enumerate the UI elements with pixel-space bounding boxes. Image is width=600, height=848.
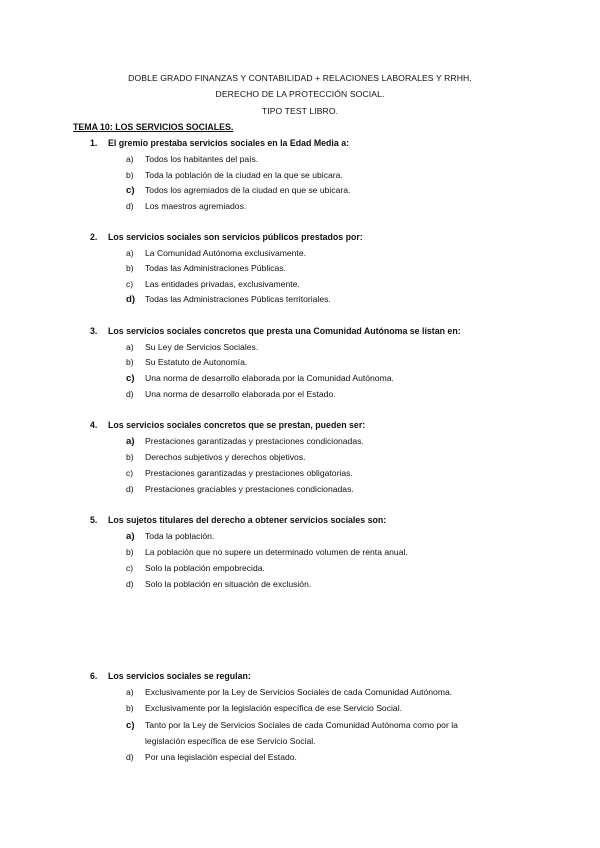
option-letter: d) (126, 752, 134, 762)
option-text: Exclusivamente por la Ley de Servicios Sociales de cada Comunidad Autónoma. (145, 687, 453, 697)
option-text: La población que no supere un determinado volumen de renta anual. (145, 547, 408, 557)
option-text: Todos los agremiados de la ciudad en que se ubicara. (145, 185, 351, 195)
option-4b (126, 452, 306, 462)
option-letter: a) (126, 248, 134, 258)
question-number: 6. (90, 671, 98, 681)
option-text: Todas las Administraciones Públicas. (145, 263, 286, 273)
option-letter: c) (126, 720, 135, 731)
option-letter: b) (126, 703, 134, 713)
question-text: Los sujetos titulares del derecho a obtener servicios sociales son: (108, 515, 387, 525)
question-text: Los servicios sociales se regulan: (108, 671, 251, 681)
option-text: Tanto por la Ley de Servicios Sociales de cada Comunidad Autónoma como por la (145, 720, 458, 730)
option-text: La Comunidad Autónoma exclusivamente. (145, 248, 306, 258)
option-text: Toda la población. (145, 531, 215, 541)
topic-title: TEMA 10: LOS SERVICIOS SOCIALES. (73, 122, 234, 132)
option-text: Solo la población empobrecida. (145, 563, 265, 573)
option-text: Solo la población en situación de exclusión. (145, 579, 312, 589)
question-6 (90, 671, 251, 681)
option-6c-continuation: legislación específica de ese Servicio Social. (145, 736, 316, 746)
option-1b (126, 170, 343, 180)
option-text: Su Ley de Servicios Sociales. (145, 342, 259, 352)
option-letter: d) (126, 201, 134, 211)
option-text: Por una legislación especial del Estado. (145, 752, 297, 762)
question-number: 3. (90, 326, 98, 336)
question-text: El gremio prestaba servicios sociales en la Edad Media a: (108, 138, 350, 148)
option-2b (126, 263, 286, 273)
option-1c (126, 185, 350, 196)
option-letter: b) (126, 452, 134, 462)
option-2d (126, 294, 331, 305)
option-1a (126, 154, 258, 164)
option-2a (126, 248, 306, 258)
option-6d (126, 752, 297, 762)
header-line-2: DERECHO DE LA PROTECCIÓN SOCIAL. (215, 89, 385, 99)
header-line-1: DOBLE GRADO FINANZAS Y CONTABILIDAD + RELACIONES LABORALES Y RRHH. (128, 73, 472, 83)
question-text: Los servicios sociales son servicios públicos prestados por: (108, 232, 363, 242)
option-5b (126, 547, 408, 557)
option-letter: a) (126, 687, 134, 697)
option-text: Una norma de desarrollo elaborada por el Estado. (145, 389, 336, 399)
option-3d (126, 389, 336, 399)
question-number: 1. (90, 138, 98, 148)
option-text: Todos los habitantes del país. (145, 154, 259, 164)
question-text: Los servicios sociales concretos que presta una Comunidad Autónoma se listan en: (108, 326, 461, 336)
option-5a (126, 531, 214, 542)
option-text: Su Estatuto de Autonomía. (145, 357, 248, 367)
option-letter: b) (126, 170, 134, 180)
option-letter: c) (126, 468, 134, 478)
option-letter: b) (126, 357, 134, 367)
option-5c (126, 563, 265, 573)
option-1d (126, 201, 246, 211)
option-4c (126, 468, 353, 478)
option-4d (126, 484, 354, 494)
option-letter: d) (126, 484, 134, 494)
question-2 (90, 232, 363, 242)
option-letter: a) (126, 436, 135, 447)
option-6b (126, 703, 402, 713)
option-letter: a) (126, 154, 134, 164)
question-number: 5. (90, 515, 98, 525)
option-letter: c) (126, 279, 134, 289)
question-number: 2. (90, 232, 98, 242)
option-letter: d) (126, 389, 134, 399)
question-1 (90, 138, 349, 148)
option-5d (126, 579, 311, 589)
question-5 (90, 515, 386, 525)
option-text: Una norma de desarrollo elaborada por la Comunidad Autónoma. (145, 373, 394, 383)
option-text: Exclusivamente por la legislación específica de ese Servicio Social. (145, 703, 402, 713)
option-letter: b) (126, 263, 134, 273)
question-3 (90, 326, 461, 336)
option-text: Toda la población de la ciudad en la que se ubicara. (145, 170, 343, 180)
option-text: Derechos subjetivos y derechos objetivos. (145, 452, 306, 462)
option-3b (126, 357, 247, 367)
option-letter: c) (126, 373, 135, 384)
option-text: Prestaciones garantizadas y prestaciones condicionadas. (145, 436, 364, 446)
option-text: Los maestros agremiados. (145, 201, 247, 211)
option-letter: d) (126, 294, 136, 305)
option-letter: d) (126, 579, 134, 589)
option-6c (126, 720, 458, 731)
question-number: 4. (90, 420, 98, 430)
option-text: Todas las Administraciones Públicas territoriales. (145, 294, 331, 304)
option-letter: a) (126, 342, 134, 352)
option-3c (126, 373, 394, 384)
option-letter: c) (126, 185, 135, 196)
question-text: Los servicios sociales concretos que se prestan, pueden ser: (108, 420, 366, 430)
header-line-3: TIPO TEST LIBRO. (261, 106, 339, 116)
option-6a (126, 687, 452, 697)
option-3a (126, 342, 258, 352)
option-letter: c) (126, 563, 134, 573)
option-2c (126, 279, 300, 289)
option-text: Prestaciones graciables y prestaciones condicionadas. (145, 484, 354, 494)
option-4a (126, 436, 364, 447)
option-letter: a) (126, 531, 135, 542)
option-letter: b) (126, 547, 134, 557)
question-4 (90, 420, 365, 430)
option-text: Prestaciones garantizadas y prestaciones obligatorias. (145, 468, 353, 478)
option-text: Las entidades privadas, exclusivamente. (145, 279, 300, 289)
